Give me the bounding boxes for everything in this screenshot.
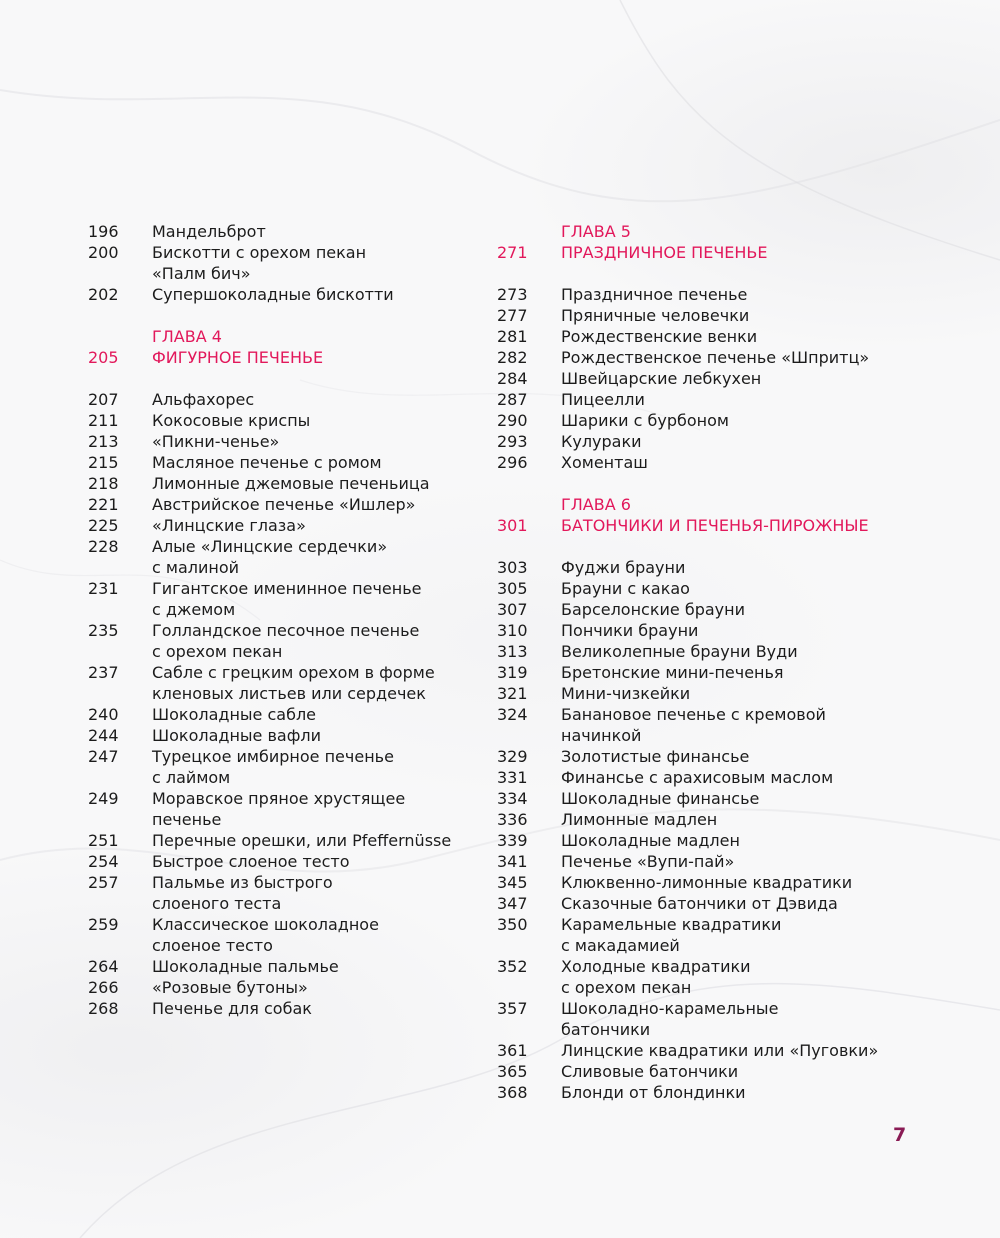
toc-entry-title — [561, 704, 897, 746]
toc-entry-title-line: Рождественское печенье «Шпритц» — [561, 348, 870, 367]
toc-entry-title — [152, 830, 488, 851]
toc-entry-title-line: «Розовые бутоны» — [152, 978, 308, 997]
toc-entry[interactable] — [497, 599, 897, 620]
toc-entry-title — [561, 578, 897, 599]
toc-entry-title-line: с макадамией — [561, 936, 680, 955]
toc-entry-title-line: Швейцарские лебкухен — [561, 369, 762, 388]
toc-entry-title-line: кленовых листьев или сердечек — [152, 684, 426, 703]
toc-entry-page: 207 — [88, 390, 119, 409]
toc-entry-page: 310 — [497, 621, 528, 640]
toc-entry-page: 277 — [497, 306, 528, 325]
toc-entry-page: 231 — [88, 579, 119, 598]
toc-entry[interactable] — [88, 746, 488, 788]
toc-entry-title — [561, 683, 897, 704]
toc-entry-page: 221 — [88, 495, 119, 514]
spacer — [88, 368, 488, 389]
toc-entry-title-line: Альфахорес — [152, 390, 255, 409]
toc-entry-title — [152, 452, 488, 473]
toc-entry[interactable] — [497, 662, 897, 683]
toc-entry[interactable] — [497, 431, 897, 452]
toc-entry[interactable] — [497, 893, 897, 914]
toc-entry-title-line: Блонди от блондинки — [561, 1083, 746, 1102]
toc-entry-page: 251 — [88, 831, 119, 850]
toc-entry-title — [152, 956, 488, 977]
toc-entry-title — [561, 662, 897, 683]
toc-entry-title — [561, 851, 897, 872]
toc-entry[interactable] — [88, 872, 488, 914]
toc-entry-title-line: Лимонные мадлен — [561, 810, 718, 829]
toc-entry[interactable] — [88, 452, 488, 473]
chapter-page: 271 — [497, 243, 528, 262]
chapter-title: ФИГУРНОЕ ПЕЧЕНЬЕ — [152, 348, 324, 367]
spacer — [497, 263, 897, 284]
toc-entry-title-line: Шоколадные вафли — [152, 726, 322, 745]
toc-entry-title — [152, 221, 488, 242]
toc-entry[interactable] — [88, 788, 488, 830]
toc-entry-title-line: Пальмье из быстрого — [152, 873, 333, 892]
toc-entry-page: 313 — [497, 642, 528, 661]
toc-entry[interactable] — [88, 578, 488, 620]
toc-entry[interactable] — [88, 221, 488, 242]
toc-entry-title-line: начинкой — [561, 726, 642, 745]
toc-entry-title-line: Мандельброт — [152, 222, 266, 241]
toc-entry-title-line: Бретонские мини-печенья — [561, 663, 784, 682]
toc-entry-page: 247 — [88, 747, 119, 766]
toc-entry-title-line: Кулураки — [561, 432, 642, 451]
toc-entry-page: 336 — [497, 810, 528, 829]
toc-left-column — [88, 221, 488, 1019]
toc-entry-title-line: Турецкое имбирное печенье — [152, 747, 394, 766]
toc-entry-page: 329 — [497, 747, 528, 766]
toc-entry-title — [152, 662, 488, 704]
chapter-label: ГЛАВА 4 — [152, 327, 222, 346]
toc-entry-page: 249 — [88, 789, 119, 808]
chapter-label: ГЛАВА 6 — [561, 495, 631, 514]
toc-entry-title — [561, 284, 897, 305]
toc-entry-title — [561, 830, 897, 851]
toc-entry[interactable] — [497, 620, 897, 641]
toc-entry-title — [152, 494, 488, 515]
toc-entry-page: 273 — [497, 285, 528, 304]
toc-entry-title-line: Гигантское именинное печенье — [152, 579, 422, 598]
toc-entry-title — [561, 809, 897, 830]
toc-entry-title — [561, 914, 897, 956]
toc-entry-page: 305 — [497, 579, 528, 598]
toc-entry-page: 324 — [497, 705, 528, 724]
toc-entry-title-line: Сливовые батончики — [561, 1062, 739, 1081]
toc-entry-title — [152, 977, 488, 998]
toc-entry-page: 365 — [497, 1062, 528, 1081]
toc-entry-title-line: Шоколадно-карамельные — [561, 999, 779, 1018]
toc-entry-title-line: печенье — [152, 810, 222, 829]
chapter-title: ПРАЗДНИЧНОЕ ПЕЧЕНЬЕ — [561, 243, 768, 262]
toc-entry[interactable] — [497, 641, 897, 662]
toc-entry-page: 345 — [497, 873, 528, 892]
chapter-page: 205 — [88, 348, 119, 367]
toc-entry[interactable] — [497, 683, 897, 704]
toc-entry-title-line: с орехом пекан — [561, 978, 692, 997]
toc-entry[interactable] — [88, 494, 488, 515]
toc-entry[interactable] — [497, 389, 897, 410]
toc-entry-title-line: с лаймом — [152, 768, 231, 787]
toc-entry[interactable] — [497, 830, 897, 851]
toc-entry-title-line: Масляное печенье с ромом — [152, 453, 382, 472]
toc-entry-title — [152, 620, 488, 662]
chapter-heading[interactable] — [88, 326, 488, 368]
toc-entry-title — [561, 305, 897, 326]
toc-entry-title — [561, 746, 897, 767]
toc-entry[interactable] — [88, 410, 488, 431]
spacer — [497, 536, 897, 557]
toc-entry[interactable] — [497, 1040, 897, 1061]
spacer — [497, 473, 897, 494]
toc-entry[interactable] — [497, 452, 897, 473]
toc-entry[interactable] — [88, 284, 488, 305]
toc-entry-page: 331 — [497, 768, 528, 787]
toc-entry[interactable] — [88, 998, 488, 1019]
toc-entry-title-line: Финансье с арахисовым маслом — [561, 768, 834, 787]
toc-entry-title-line: Быстрое слоеное тесто — [152, 852, 350, 871]
toc-entry-title-line: Карамельные квадратики — [561, 915, 782, 934]
toc-entry-page: 284 — [497, 369, 528, 388]
toc-entry[interactable] — [88, 473, 488, 494]
toc-entry-page: 368 — [497, 1083, 528, 1102]
toc-entry-title — [152, 284, 488, 305]
toc-entry-title — [152, 515, 488, 536]
toc-entry-title-line: Супершоколадные бискотти — [152, 285, 394, 304]
toc-entry-page: 266 — [88, 978, 119, 997]
toc-entry-page: 228 — [88, 537, 119, 556]
toc-entry-title-line: Пицеелли — [561, 390, 645, 409]
toc-entry-title — [152, 473, 488, 494]
toc-entry-title — [561, 620, 897, 641]
toc-entry-page: 240 — [88, 705, 119, 724]
toc-entry-page: 200 — [88, 243, 119, 262]
toc-entry[interactable] — [497, 1082, 897, 1103]
toc-entry-title-line: Брауни с какао — [561, 579, 690, 598]
toc-entry[interactable] — [497, 956, 897, 998]
toc-entry-title-line: Праздничное печенье — [561, 285, 748, 304]
toc-entry[interactable] — [88, 977, 488, 998]
toc-entry-title — [561, 788, 897, 809]
toc-entry-title — [152, 704, 488, 725]
toc-entry[interactable] — [88, 389, 488, 410]
chapter-heading[interactable] — [497, 494, 897, 536]
toc-entry[interactable] — [88, 662, 488, 704]
toc-entry[interactable] — [88, 431, 488, 452]
toc-entry[interactable] — [497, 746, 897, 767]
toc-entry[interactable] — [497, 914, 897, 956]
toc-entry-page: 282 — [497, 348, 528, 367]
toc-entry-page: 341 — [497, 852, 528, 871]
toc-entry[interactable] — [88, 620, 488, 662]
toc-entry-page: 339 — [497, 831, 528, 850]
toc-entry-title-line: Хоменташ — [561, 453, 648, 472]
toc-entry-title-line: Пончики брауни — [561, 621, 699, 640]
toc-entry[interactable] — [88, 536, 488, 578]
toc-entry-page: 202 — [88, 285, 119, 304]
toc-entry-title-line: слоеного теста — [152, 894, 282, 913]
toc-entry[interactable] — [497, 410, 897, 431]
chapter-page: 301 — [497, 516, 528, 535]
toc-entry-page: 303 — [497, 558, 528, 577]
toc-entry-title-line: Холодные квадратики — [561, 957, 751, 976]
toc-entry-page: 352 — [497, 957, 528, 976]
chapter-heading[interactable] — [497, 221, 897, 263]
toc-entry-title-line: Шоколадные финансье — [561, 789, 760, 808]
toc-entry-title — [561, 599, 897, 620]
toc-entry-page: 334 — [497, 789, 528, 808]
spacer — [88, 305, 488, 326]
toc-entry-title — [152, 578, 488, 620]
toc-entry-title — [561, 1040, 897, 1061]
toc-entry-title-line: Шоколадные мадлен — [561, 831, 740, 850]
toc-entry-page: 237 — [88, 663, 119, 682]
toc-entry-title-line: Моравское пряное хрустящее — [152, 789, 406, 808]
toc-entry-title-line: с джемом — [152, 600, 236, 619]
toc-entry-title — [561, 767, 897, 788]
toc-entry-title-line: с малиной — [152, 558, 240, 577]
toc-entry-title-line: Печенье для собак — [152, 999, 312, 1018]
toc-entry-title — [561, 368, 897, 389]
toc-entry-page: 235 — [88, 621, 119, 640]
toc-entry[interactable] — [497, 347, 897, 368]
chapter-title-row — [88, 347, 488, 368]
toc-entry-page: 215 — [88, 453, 119, 472]
page-number: 7 — [893, 1124, 907, 1146]
toc-entry-page: 347 — [497, 894, 528, 913]
toc-entry-title-line: с орехом пекан — [152, 642, 283, 661]
toc-entry-page: 281 — [497, 327, 528, 346]
toc-entry-page: 293 — [497, 432, 528, 451]
toc-entry-title-line: Пряничные человечки — [561, 306, 750, 325]
toc-entry[interactable] — [497, 998, 897, 1040]
toc-entry[interactable] — [497, 704, 897, 746]
toc-entry-page: 290 — [497, 411, 528, 430]
toc-entry-title — [152, 788, 488, 830]
toc-entry-title-line: слоеное тесто — [152, 936, 273, 955]
toc-entry-title — [561, 893, 897, 914]
toc-entry-page: 287 — [497, 390, 528, 409]
toc-entry-title — [152, 410, 488, 431]
toc-entry-title — [152, 536, 488, 578]
toc-entry-page: 213 — [88, 432, 119, 451]
toc-entry-page: 268 — [88, 999, 119, 1018]
toc-entry-title-line: Лимонные джемовые печеньица — [152, 474, 430, 493]
toc-entry-page: 257 — [88, 873, 119, 892]
toc-entry-title-line: батончики — [561, 1020, 651, 1039]
toc-entry-title-line: Кокосовые криспы — [152, 411, 311, 430]
toc-entry-title — [561, 452, 897, 473]
toc-entry-title-line: Барселонские брауни — [561, 600, 745, 619]
toc-entry-title-line: Классическое шоколадное — [152, 915, 379, 934]
toc-entry-title — [561, 1082, 897, 1103]
toc-entry-title-line: Австрийское печенье «Ишлер» — [152, 495, 416, 514]
toc-entry[interactable] — [497, 788, 897, 809]
toc-entry-title-line: Рождественские венки — [561, 327, 758, 346]
toc-entry[interactable] — [497, 809, 897, 830]
toc-entry-title — [561, 641, 897, 662]
toc-entry-page: 244 — [88, 726, 119, 745]
toc-entry[interactable] — [88, 956, 488, 977]
toc-entry-title — [561, 389, 897, 410]
toc-entry[interactable] — [88, 242, 488, 284]
toc-entry-page: 225 — [88, 516, 119, 535]
toc-entry-title-line: Золотистые финансье — [561, 747, 750, 766]
chapter-title-row — [497, 242, 897, 263]
toc-entry-title — [152, 851, 488, 872]
toc-entry-title-line: «Линцские глаза» — [152, 516, 306, 535]
toc-entry-page: 296 — [497, 453, 528, 472]
toc-entry-page: 307 — [497, 600, 528, 619]
toc-entry-title-line: Сказочные батончики от Дэвида — [561, 894, 838, 913]
toc-entry-page: 321 — [497, 684, 528, 703]
toc-entry-title-line: Фуджи брауни — [561, 558, 686, 577]
toc-entry-title — [152, 725, 488, 746]
toc-entry-title-line: Клюквенно-лимонные квадратики — [561, 873, 853, 892]
toc-entry-title — [561, 431, 897, 452]
chapter-title: БАТОНЧИКИ И ПЕЧЕНЬЯ-ПИРОЖНЫЕ — [561, 516, 869, 535]
toc-entry-title — [561, 347, 897, 368]
toc-entry-title — [561, 326, 897, 347]
toc-entry-page: 259 — [88, 915, 119, 934]
toc-entry[interactable] — [497, 284, 897, 305]
toc-entry-title — [152, 746, 488, 788]
toc-entry-title-line: Сабле с грецким орехом в форме — [152, 663, 435, 682]
toc-entry-title-line: Великолепные брауни Вуди — [561, 642, 798, 661]
toc-entry-title-line: Линцские квадратики или «Пуговки» — [561, 1041, 879, 1060]
toc-entry-page: 264 — [88, 957, 119, 976]
toc-entry-title-line: Перечные орешки, или Pfeffernüsse — [152, 831, 452, 850]
toc-entry-title — [152, 242, 488, 284]
toc-entry-title — [561, 998, 897, 1040]
toc-entry[interactable] — [497, 767, 897, 788]
toc-entry[interactable] — [497, 557, 897, 578]
toc-entry-title — [561, 872, 897, 893]
toc-entry-page: 361 — [497, 1041, 528, 1060]
toc-entry-title-line: Печенье «Вупи-пай» — [561, 852, 735, 871]
toc-entry-title-line: Голландское песочное печенье — [152, 621, 420, 640]
toc-entry-page: 254 — [88, 852, 119, 871]
chapter-title-row — [497, 515, 897, 536]
toc-entry-title — [152, 431, 488, 452]
toc-entry-title-line: Шарики с бурбоном — [561, 411, 729, 430]
toc-entry-title-line: Банановое печенье с кремовой — [561, 705, 826, 724]
toc-entry[interactable] — [497, 368, 897, 389]
toc-entry[interactable] — [88, 830, 488, 851]
toc-entry-title-line: Алые «Линцские сердечки» — [152, 537, 388, 556]
chapter-label: ГЛАВА 5 — [561, 222, 631, 241]
toc-entry[interactable] — [497, 872, 897, 893]
toc-entry-page: 218 — [88, 474, 119, 493]
toc-entry-title-line: «Пикни-ченье» — [152, 432, 280, 451]
toc-entry-page: 350 — [497, 915, 528, 934]
toc-entry-title — [152, 389, 488, 410]
toc-entry[interactable] — [497, 326, 897, 347]
toc-entry-title-line: Бискотти с орехом пекан — [152, 243, 367, 262]
toc-entry-page: 319 — [497, 663, 528, 682]
toc-entry[interactable] — [88, 704, 488, 725]
toc-entry[interactable] — [88, 725, 488, 746]
toc-entry-title-line: Мини-чизкейки — [561, 684, 691, 703]
toc-entry-title — [152, 872, 488, 914]
toc-entry-page: 357 — [497, 999, 528, 1018]
toc-entry-title — [152, 998, 488, 1019]
toc-entry[interactable] — [497, 305, 897, 326]
toc-entry-page: 211 — [88, 411, 119, 430]
toc-entry-title-line: Шоколадные сабле — [152, 705, 317, 724]
toc-entry[interactable] — [88, 851, 488, 872]
toc-right-column — [497, 221, 897, 1103]
toc-entry[interactable] — [497, 851, 897, 872]
toc-entry-title-line: «Палм бич» — [152, 264, 251, 283]
toc-entry[interactable] — [88, 515, 488, 536]
toc-entry[interactable] — [497, 578, 897, 599]
toc-entry-page: 196 — [88, 222, 119, 241]
toc-entry[interactable] — [88, 914, 488, 956]
toc-entry-title — [561, 1061, 897, 1082]
toc-entry-title — [561, 410, 897, 431]
toc-entry[interactable] — [497, 1061, 897, 1082]
toc-entry-title — [561, 557, 897, 578]
toc-entry-title — [561, 956, 897, 998]
toc-entry-title — [152, 914, 488, 956]
toc-entry-title-line: Шоколадные пальмье — [152, 957, 339, 976]
